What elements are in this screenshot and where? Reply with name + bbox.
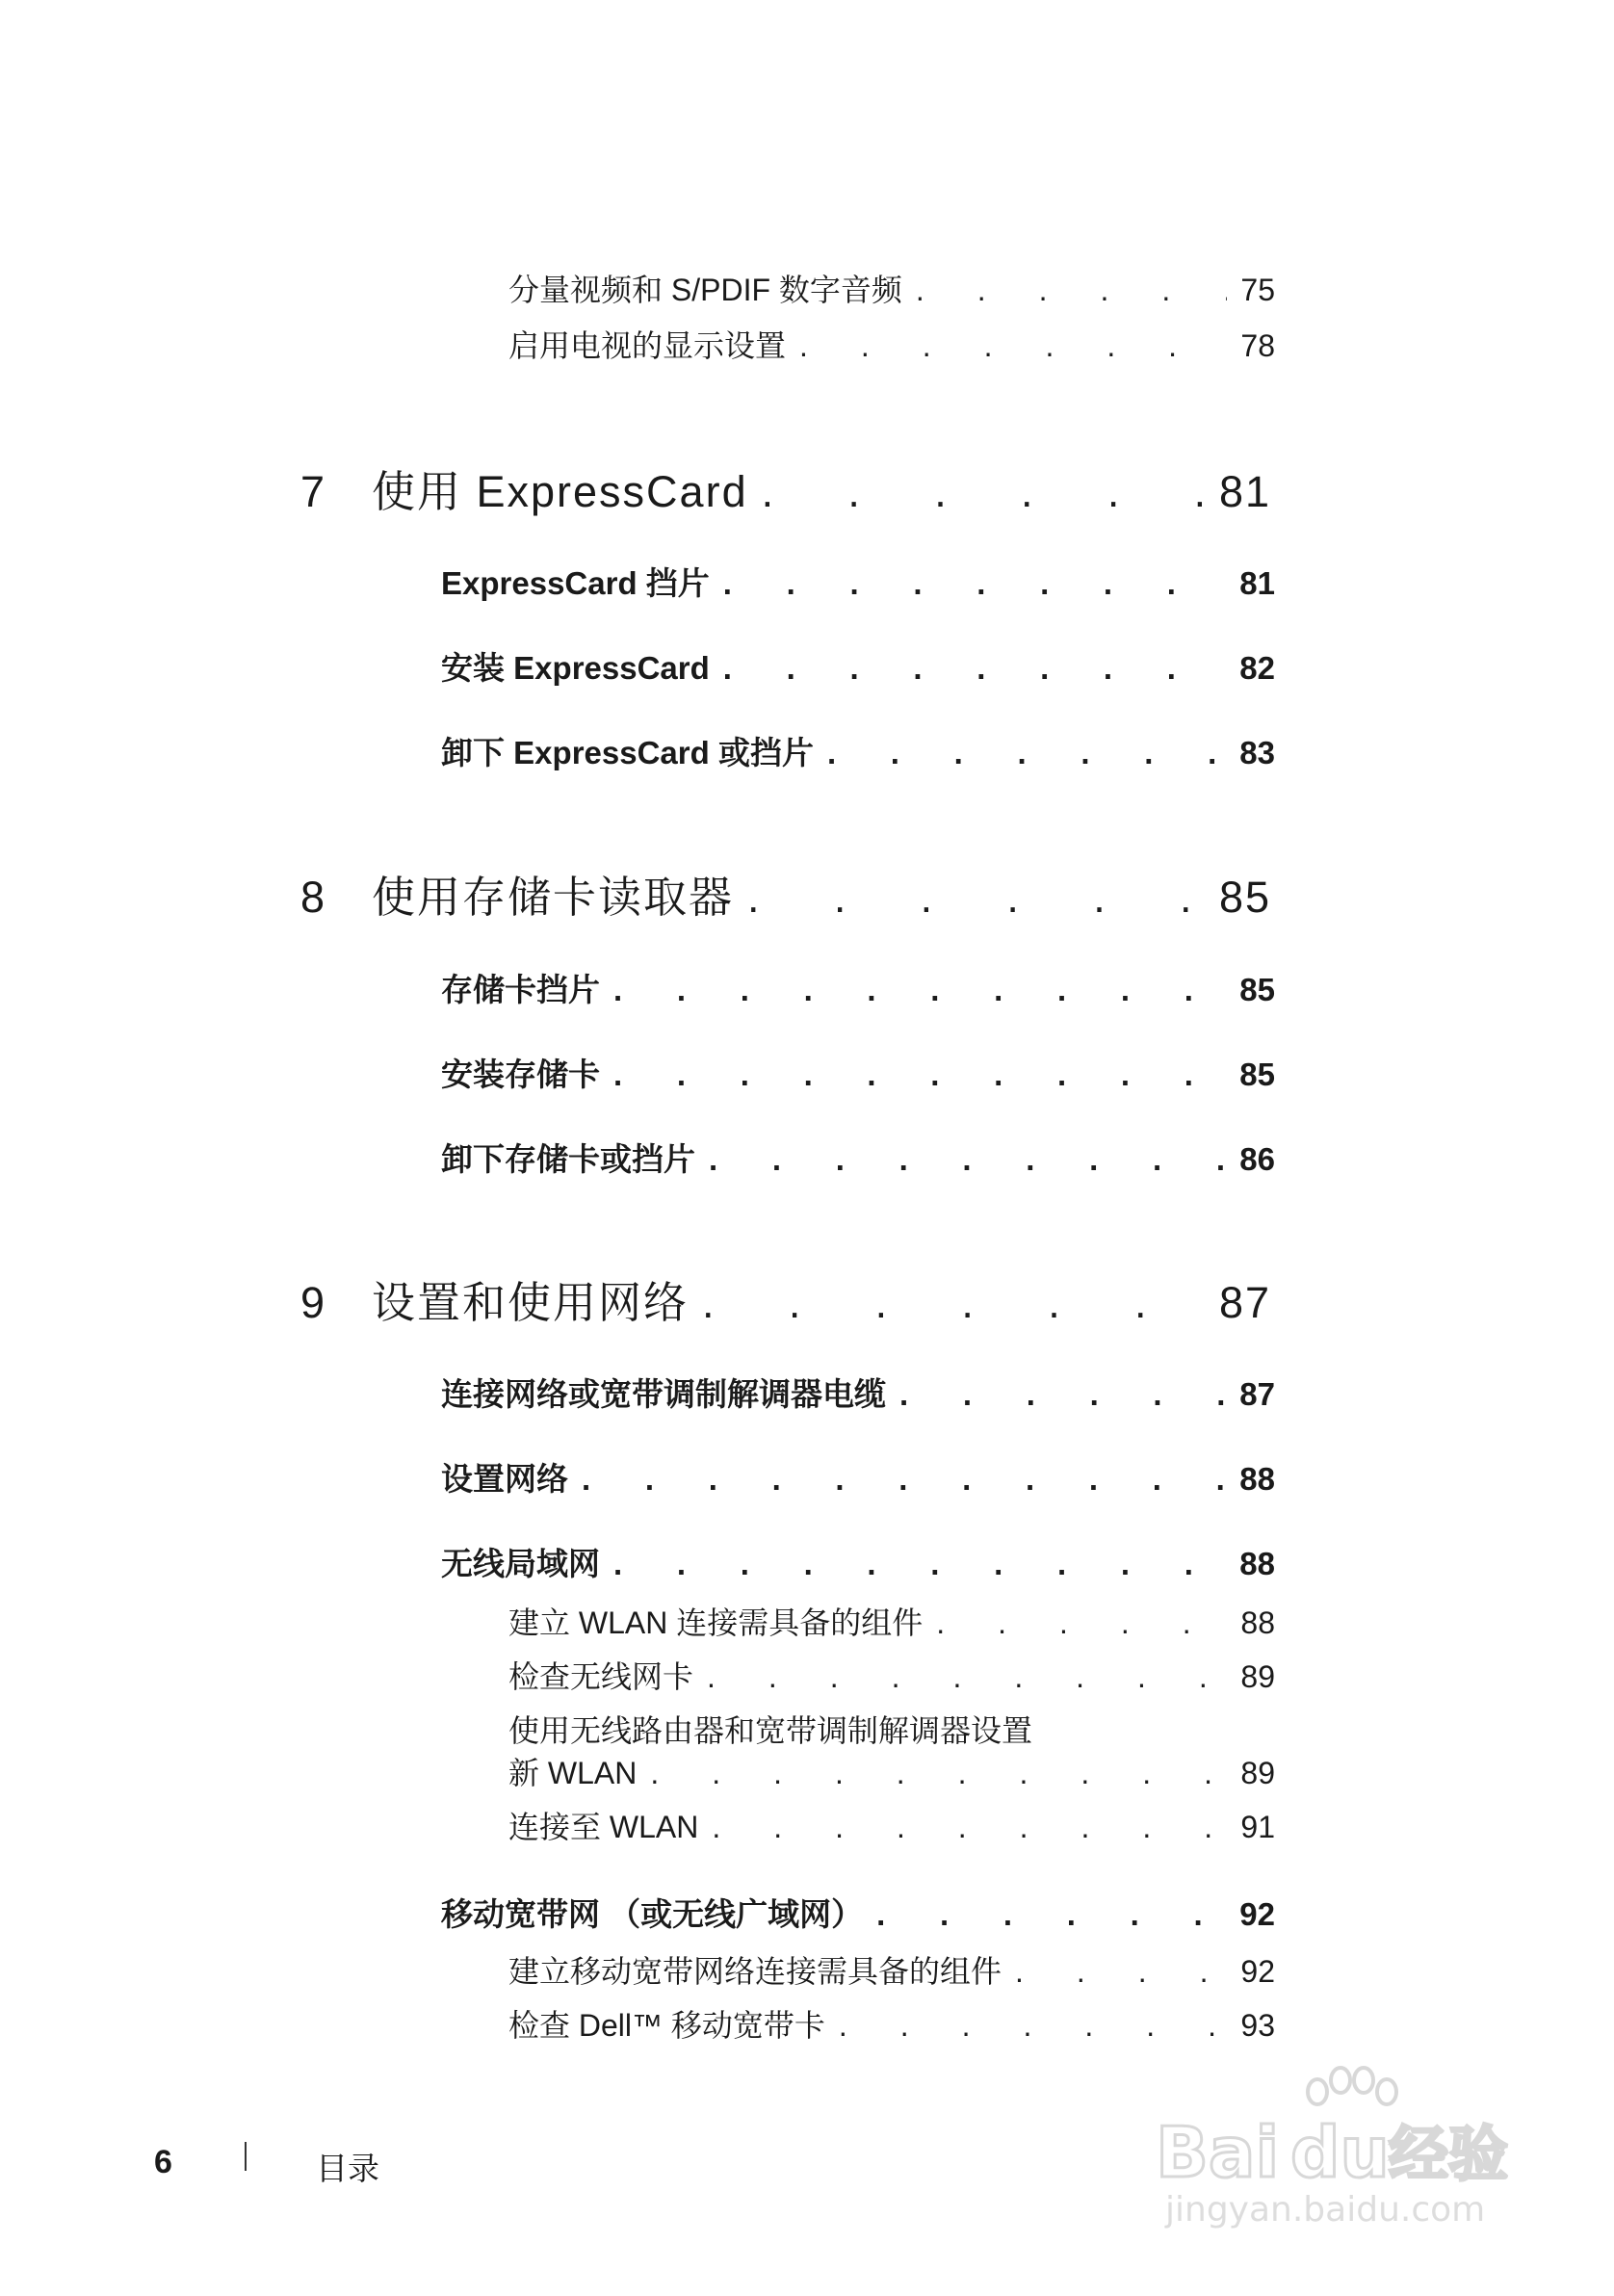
svg-text:du: du: [1290, 2112, 1390, 2193]
entry-title: 检查 Dell™ 移动宽带卡: [508, 2008, 825, 2043]
chapter-title: 设置和使用网络: [372, 1278, 690, 1327]
chapter-number: 8: [300, 873, 327, 922]
entry-page: 89: [1240, 1659, 1275, 1694]
entry-title: 连接至 WLAN: [508, 1810, 699, 1844]
dot-leader: [762, 467, 1206, 517]
dot-leader: [799, 328, 1227, 364]
section-page: 81: [1239, 565, 1275, 601]
dot-leader: [876, 1896, 1226, 1933]
dot-leader: [702, 1278, 1206, 1328]
section-page: 82: [1239, 650, 1275, 686]
section-title: 卸下 ExpressCard 或挡片: [441, 735, 814, 770]
entry-title: 分量视频和 S/PDIF 数字音频: [508, 273, 902, 307]
entry-page: 92: [1240, 1954, 1275, 1989]
entry-page: 89: [1240, 1756, 1275, 1790]
footer-page-number: 6: [154, 2144, 172, 2180]
svg-text:经验: 经验: [1389, 2119, 1509, 2189]
toc-section[interactable]: [441, 643, 1275, 689]
entry-title: 检查无线网卡: [508, 1659, 694, 1694]
dot-leader: [899, 1376, 1226, 1413]
svg-text:jingyan.baidu.com: jingyan.baidu.com: [1165, 2190, 1486, 2230]
section-page: 87: [1239, 1376, 1275, 1412]
section-title: 无线局域网: [441, 1546, 600, 1581]
chapter-7-entry[interactable]: [300, 457, 1271, 519]
toc-section[interactable]: [441, 559, 1275, 604]
dot-leader: [747, 873, 1206, 923]
dot-leader: [709, 1141, 1226, 1178]
toc-section[interactable]: [441, 965, 1275, 1010]
dot-leader: [1015, 1954, 1227, 1990]
section-title: 存储卡挡片: [441, 972, 600, 1007]
section-page: 92: [1239, 1896, 1275, 1932]
section-title: 连接网络或宽带调制解调器电缆: [441, 1376, 886, 1412]
chapter-page: 87: [1218, 1278, 1271, 1327]
toc-entry[interactable]: [508, 1803, 1275, 1847]
entry-page: 78: [1240, 328, 1275, 363]
dot-leader: [723, 650, 1227, 687]
dot-leader: [723, 565, 1227, 602]
toc-section[interactable]: [441, 1050, 1275, 1095]
dot-leader: [936, 1605, 1227, 1641]
chapter-page: 85: [1218, 873, 1271, 922]
svg-text:Bai: Bai: [1156, 2112, 1280, 2193]
section-title: ExpressCard 挡片: [441, 565, 710, 601]
toc-entry[interactable]: [508, 1599, 1275, 1643]
toc-entry[interactable]: [508, 266, 1275, 310]
chapter-title: 使用 ExpressCard: [372, 467, 748, 516]
dot-leader: [712, 1810, 1227, 1845]
dot-leader: [650, 1756, 1227, 1791]
chapter-page: 81: [1218, 467, 1271, 516]
toc-entry[interactable]: [508, 1653, 1275, 1697]
dot-leader: [707, 1659, 1227, 1695]
entry-title: 启用电视的显示设置: [508, 328, 787, 363]
toc-entry[interactable]: [508, 1749, 1275, 1793]
section-title: 安装 ExpressCard: [441, 650, 710, 686]
chapter-8-entry[interactable]: [300, 862, 1271, 925]
toc-section[interactable]: [441, 728, 1275, 773]
section-page: 86: [1239, 1141, 1275, 1177]
entry-page: 88: [1240, 1605, 1275, 1640]
footer-divider: [245, 2142, 247, 2171]
chapter-number: 7: [300, 467, 327, 516]
section-page: 85: [1239, 972, 1275, 1007]
dot-leader: [613, 1057, 1226, 1093]
toc-section[interactable]: [441, 1890, 1275, 1935]
section-page: 88: [1239, 1461, 1275, 1497]
dot-leader: [839, 2008, 1227, 2044]
toc-entry[interactable]: [508, 1947, 1275, 1992]
toc-section[interactable]: [441, 1454, 1275, 1500]
toc-section[interactable]: [441, 1370, 1275, 1415]
footer-label: 目录: [316, 2151, 379, 2186]
entry-page: 91: [1240, 1810, 1275, 1844]
section-page: 88: [1239, 1546, 1275, 1581]
section-title: 移动宽带网 （或无线广域网）: [441, 1896, 864, 1932]
entry-title: 建立 WLAN 连接需具备的组件: [508, 1605, 924, 1640]
toc-entry-line1[interactable]: 使用无线路由器和宽带调制解调器设置: [508, 1713, 1033, 1748]
dot-leader: [613, 1546, 1226, 1582]
dot-leader: [582, 1461, 1226, 1498]
section-title: 安装存储卡: [441, 1057, 600, 1092]
dot-leader: [613, 972, 1226, 1008]
entry-page: 93: [1240, 2008, 1275, 2043]
section-title: 卸下存储卡或挡片: [441, 1141, 695, 1177]
section-page: 85: [1239, 1057, 1275, 1092]
chapter-title: 使用存储卡读取器: [372, 873, 735, 922]
section-title: 设置网络: [441, 1461, 568, 1497]
section-page: 83: [1239, 735, 1275, 770]
chapter-9-entry[interactable]: [300, 1267, 1271, 1330]
toc-section[interactable]: [441, 1135, 1275, 1180]
dot-leader: [916, 273, 1227, 308]
baidu-watermark-logo: [1146, 2051, 1550, 2234]
toc-entry[interactable]: [508, 2001, 1275, 2046]
toc-section[interactable]: [441, 1539, 1275, 1584]
entry-title: 新 WLAN: [508, 1756, 638, 1790]
dot-leader: [827, 735, 1226, 771]
entry-page: 75: [1240, 273, 1275, 307]
chapter-number: 9: [300, 1278, 327, 1327]
toc-entry[interactable]: [508, 322, 1275, 366]
entry-title: 建立移动宽带网络连接需具备的组件: [508, 1954, 1002, 1989]
